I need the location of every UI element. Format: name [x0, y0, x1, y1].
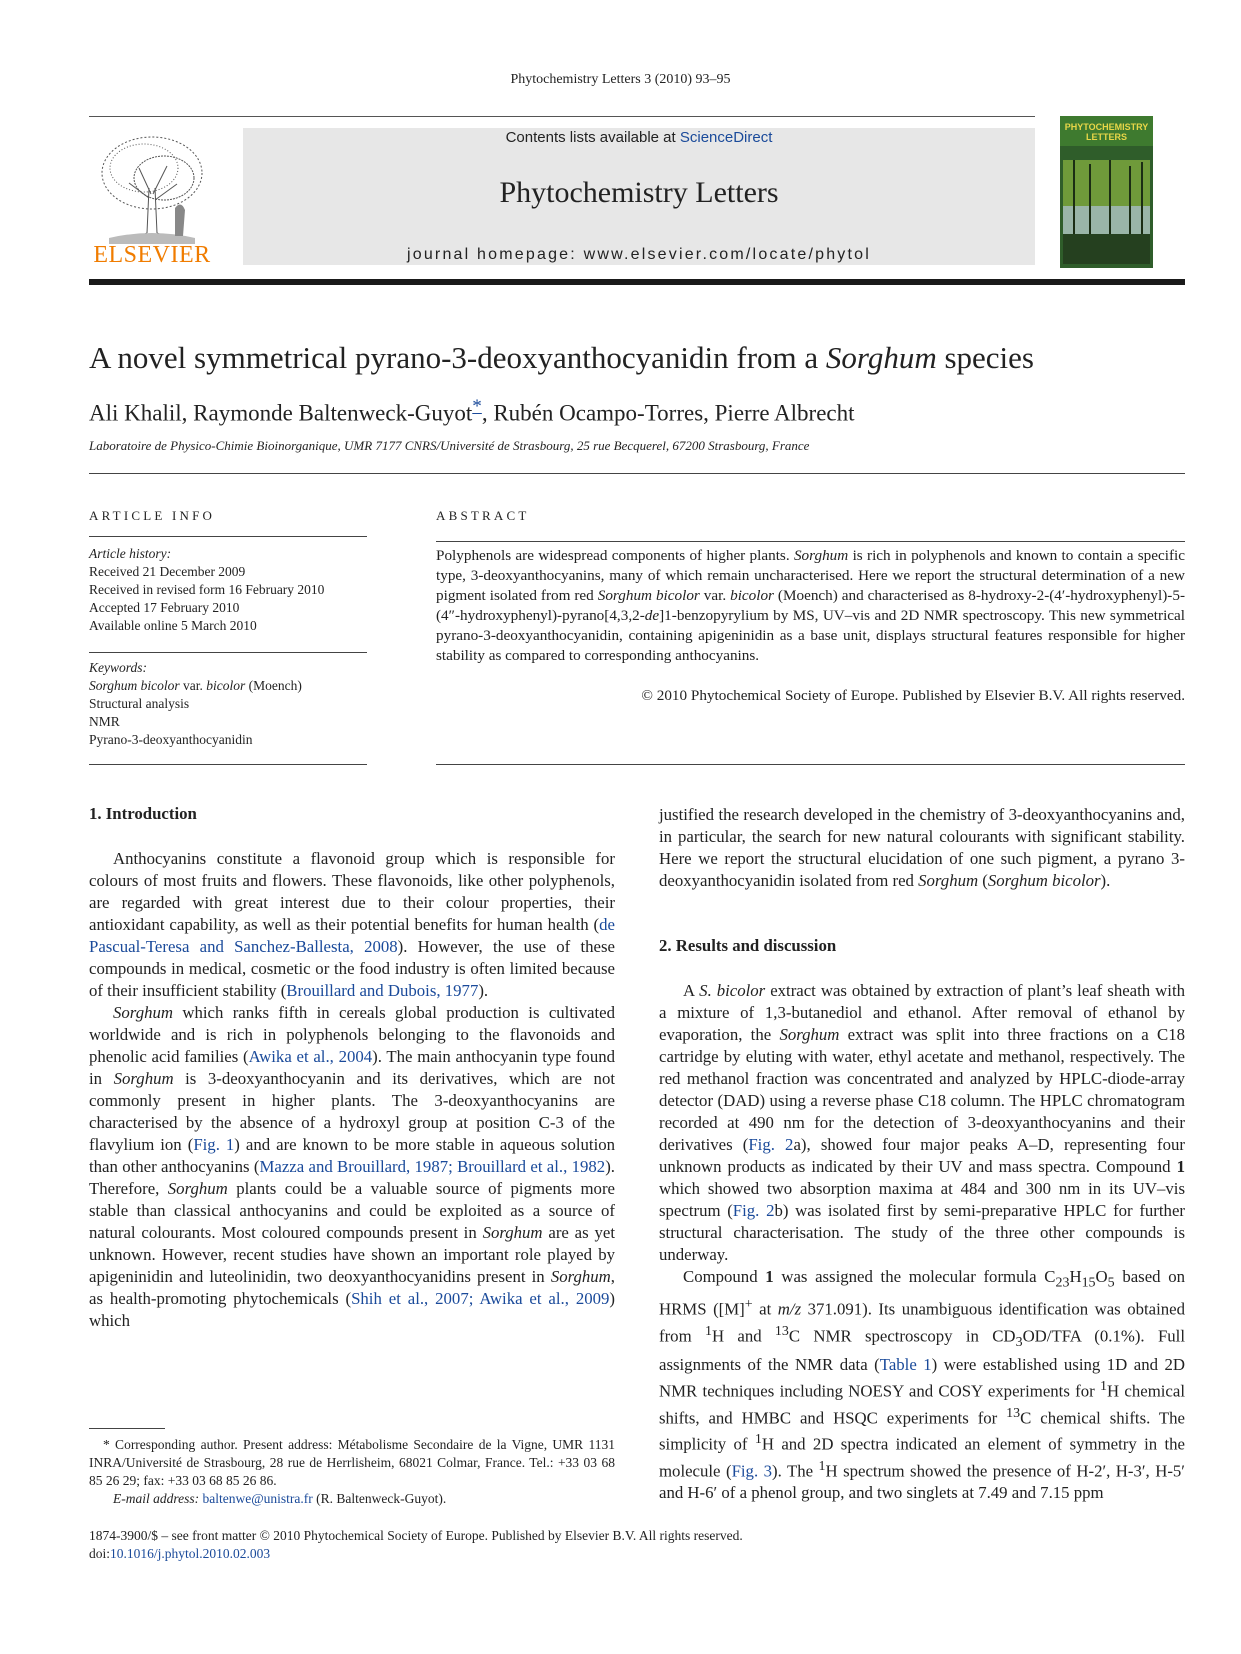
- figure-link[interactable]: Fig. 1: [193, 1135, 235, 1154]
- results-body: [659, 980, 1185, 1504]
- affiliation: Laboratoire de Physico-Chimie Bioinorganique, UMR 7177 CNRS/Université de Strasbourg, 25 rue Becquerel, 67200 Strasbourg, France: [89, 438, 810, 453]
- doi-line: doi:10.1016/j.phytol.2010.02.003: [89, 1546, 271, 1561]
- article-history: [89, 545, 367, 635]
- citation-link[interactable]: Shih et al., 2007; Awika et al., 2009: [351, 1289, 610, 1308]
- sciencedirect-link[interactable]: ScienceDirect: [679, 129, 773, 146]
- email-link[interactable]: baltenwe@unistra.fr: [202, 1491, 313, 1506]
- keywords-divider: [89, 652, 367, 653]
- history-label: Article history:: [89, 546, 172, 561]
- keyword-item: Structural analysis: [89, 696, 190, 711]
- article-info-divider: [89, 536, 367, 537]
- front-matter-line: 1874-3900/$ – see front matter © 2010 Phytochemical Society of Europe. Published by Elsevier B.V. All rights reserved.: [89, 1528, 743, 1543]
- history-revised: Received in revised form 16 February 2010: [89, 582, 325, 597]
- section-heading-introduction: 1. Introduction: [89, 804, 197, 823]
- abstract-divider: [436, 541, 1185, 542]
- section-heading-results: 2. Results and discussion: [659, 936, 837, 955]
- elsevier-logo: [89, 128, 215, 268]
- article-info-bottom-rule: [89, 764, 367, 765]
- introduction-body: [89, 848, 615, 1332]
- keyword-item: Pyrano-3-deoxyanthocyanidin: [89, 732, 253, 747]
- table-link[interactable]: Table 1: [879, 1354, 932, 1374]
- keyword-item: NMR: [89, 714, 120, 729]
- abstract-bottom-rule: [436, 764, 1185, 765]
- keywords: [89, 659, 367, 749]
- masthead-rule: [89, 279, 1185, 285]
- paragraph: Compound 1 was assigned the molecular formula $C_{23}H_{15}O_5$ based on HRMS ([M]+ at m/z 371.091). Its unambiguous identification was obtained from $^1$H and $^{13}$C NMR spectroscopy in $CD_3OD$/TFA (0.1%). Full assignments of the NMR data (Table 1) were established using 1D and 2D NMR techniques including NOESY and COSY experiments for $^1$H chemical shifts, and HMBC and HSQC experiments for $^{13}$C chemical shifts. The simplicity of $^1$H and 2D spectra indicated an element of symmetry in the molecule (Fig. 3). The $^1$H spectrum showed the presence of H-2′, H-3′, H-5′ and H-6′ of a phenol group, and two singlets at 7.49 and 7.15 ppm: [659, 1267, 1185, 1503]
- abstract-text: Polyphenols are widespread components of higher plants. Sorghum is rich in polyphenols and known to contain a specific type, 3-deoxyanthocyanins, many of which remain uncharacterised. Here we report the structural determination of a new pigment isolated from red Sorghum bicolor var. bicolor (Moench) and characterised as 8-hydroxy-2-(4′-hydroxyphenyl)-5-(4″-hydroxyphenyl)-pyrano[4,3,2-de]1-benzopyrylium by MS, UV–vis and 2D NMR spectroscopy. This new symmetrical pyrano-3-deoxyanthocyanidin, containing apigeninidin as a base unit, displays structural features responsible for higher stability as compared to corresponding anthocyanins.: [436, 547, 1186, 664]
- journal-title: Phytochemistry Letters: [499, 176, 779, 209]
- history-received: Received 21 December 2009: [89, 564, 246, 579]
- article-title: A novel symmetrical pyrano-3-deoxyanthocyanidin from a Sorghum species: [89, 340, 1034, 375]
- contents-line: [243, 129, 1035, 146]
- journal-cover-image: [1060, 116, 1153, 268]
- citation-link[interactable]: de Pascual-Teresa and Sanchez-Ballesta, 2008: [89, 915, 615, 956]
- footnote-text: * Corresponding author. Present address: Métabolisme Secondaire de la Vigne, UMR 1131 INRA/Université de Strasbourg, 28 rue de Herrlisheim, 68021 Colmar, France. Tel.: +33 03 68 85 26 29; fax: +33 03 68 85 26 86.: [89, 1437, 615, 1488]
- paragraph: justified the research developed in the chemistry of 3-deoxyanthocyanins and, in particular, the search for new natural colourants with significant stability. Here we report the structural elucidation of one such pigment, a pyrano 3-deoxyanthocyanidin isolated from red Sorghum (Sorghum bicolor).: [659, 805, 1185, 890]
- page-footer: [89, 1527, 743, 1563]
- citation-link[interactable]: Brouillard and Dubois, 1977: [286, 981, 479, 1000]
- paragraph: Anthocyanins constitute a flavonoid group which is responsible for colours of most fruits and flowers. These flavonoids, like other polyphenols, are regarded with great interest due to their colour properties, their antioxidant capability, as well as their potential benefits for human health (de Pascual-Teresa and Sanchez-Ballesta, 2008). However, the use of these compounds in medical, cosmetic or the food industry is often limited because of their insufficient stability (Brouillard and Dubois, 1977).: [89, 849, 615, 1000]
- contents-prefix: Contents lists available at: [505, 129, 680, 146]
- top-rule: [89, 116, 1035, 117]
- history-online: Available online 5 March 2010: [89, 618, 257, 633]
- footnote: [89, 1436, 615, 1508]
- figure-link[interactable]: Fig. 3: [731, 1461, 772, 1481]
- figure-link[interactable]: Fig. 2: [732, 1201, 775, 1220]
- introduction-continued: [659, 804, 1185, 892]
- abstract-copyright: © 2010 Phytochemical Society of Europe. Published by Elsevier B.V. All rights reserved.: [641, 687, 1185, 704]
- paragraph: A S. bicolor extract was obtained by extraction of plant’s leaf sheath with a mixture of 1,3-butanediol and ethanol. After removal of ethanol by evaporation, the Sorghum extract was split into three fractions on a C18 cartridge by eluting with water, ethyl acetate and methanol, respectively. The red methanol fraction was concentrated and analyzed by HPLC-diode-array detector (DAD) using a reverse phase C18 column. The HPLC chromatogram recorded at 490 nm for the detection of 3-deoxyanthocyanins and their derivatives (Fig. 2a), showed four major peaks A–D, representing four unknown products as indicated by their UV and mass spectra. Compound 1 which showed two absorption maxima at 484 and 300 nm in its UV–vis spectrum (Fig. 2b) was isolated first by semi-preparative HPLC for further structural characterisation. The study of the three other compounds is underway.: [659, 981, 1185, 1264]
- paragraph: Sorghum which ranks fifth in cereals global production is cultivated worldwide and is rich in polyphenols belonging to the flavonoids and phenolic acid families (Awika et al., 2004). The main anthocyanin type found in Sorghum is 3-deoxyanthocyanin and its derivatives, which are not commonly present in higher plants. The 3-deoxyanthocyanins are characterised by the absence of a hydroxyl group at position C-3 of the flavylium ion (Fig. 1) and are known to be more stable in aqueous solution than other anthocyanins (Mazza and Brouillard, 1987; Brouillard et al., 1982). Therefore, Sorghum plants could be a valuable source of pigments more stable than classical anthocyanins and could be exploited as a source of natural colourants. Most coloured compounds present in Sorghum are as yet unknown. However, recent studies have shown an important role played by apigeninidin and luteolinidin, two deoxyanthocyanidins present in Sorghum, as health-promoting phytochemicals (Shih et al., 2007; Awika et al., 2009) which: [89, 1003, 616, 1330]
- cover-title: PHYTOCHEMISTRY LETTERS: [1064, 122, 1149, 142]
- footnote-email: E-mail address: baltenwe@unistra.fr (R. Baltenweck-Guyot).: [113, 1491, 447, 1506]
- figure-link[interactable]: Fig. 2: [748, 1135, 794, 1154]
- header-divider: [89, 473, 1185, 474]
- footnote-rule: [89, 1428, 165, 1429]
- keywords-label: Keywords:: [89, 660, 147, 675]
- running-header: Phytochemistry Letters 3 (2010) 93–95: [510, 72, 731, 87]
- doi-link[interactable]: 10.1016/j.phytol.2010.02.003: [110, 1546, 271, 1561]
- journal-homepage[interactable]: journal homepage: www.elsevier.com/locate/phytol: [406, 246, 871, 263]
- citation-link[interactable]: Awika et al., 2004: [248, 1047, 373, 1066]
- elsevier-wordmark: ELSEVIER: [93, 242, 211, 268]
- author-list: Ali Khalil, Raymonde Baltenweck-Guyot*, Rubén Ocampo-Torres, Pierre Albrecht: [89, 396, 855, 426]
- abstract-heading: ABSTRACT: [436, 508, 530, 523]
- corresponding-author-link[interactable]: *: [472, 396, 482, 417]
- citation-link[interactable]: Mazza and Brouillard, 1987; Brouillard et al., 1982: [259, 1157, 606, 1176]
- history-accepted: Accepted 17 February 2010: [89, 600, 240, 615]
- keyword-item: Sorghum bicolor var. bicolor (Moench): [89, 678, 302, 693]
- article-info-heading: ARTICLE INFO: [89, 508, 216, 523]
